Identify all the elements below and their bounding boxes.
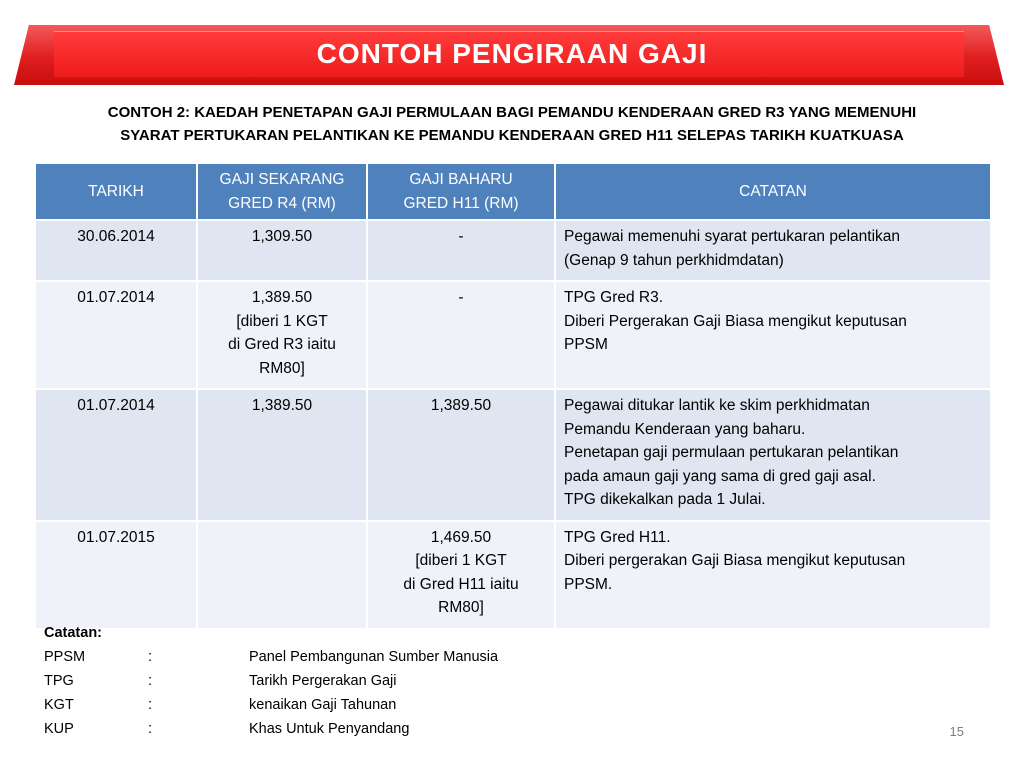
header-tarikh: TARIKH	[35, 163, 197, 220]
note-desc: Panel Pembangunan Sumber Manusia	[249, 649, 499, 665]
salary-table	[34, 162, 992, 630]
note-item	[44, 669, 604, 693]
table-row	[35, 389, 991, 521]
note-item	[44, 645, 604, 669]
table-row	[35, 521, 991, 629]
cell-catatan: Pegawai ditukar lantik ke skim perkhidmatan Pemandu Kenderaan yang baharu. Penetapan gaji permulaan pertukaran pelantikan pada amaun gaji yang sama di gred gaji asal. TPG dikekalkan pada 1 Julai.	[555, 389, 991, 521]
note-abbr: PPSM	[44, 649, 86, 665]
cell-catatan: Pegawai memenuhi syarat pertukaran pelantikan (Genap 9 tahun perkhidmdatan)	[555, 220, 991, 281]
page-number: 15	[949, 724, 964, 739]
note-item	[44, 693, 604, 717]
note-colon: :	[148, 697, 153, 713]
header-gaji-sekarang: GAJI SEKARANG GRED R4 (RM)	[197, 163, 367, 220]
note-colon: :	[148, 721, 153, 737]
note-abbr: KGT	[44, 697, 74, 713]
cell-tarikh: 01.07.2014	[35, 389, 197, 521]
table-row	[35, 220, 991, 281]
cell-tarikh: 01.07.2015	[35, 521, 197, 629]
cell-gaji-baharu: 1,469.50 [diberi 1 KGT di Gred H11 iaitu RM80]	[367, 521, 555, 629]
notes-title: Catatan:	[44, 625, 103, 641]
cell-gaji-baharu: -	[367, 281, 555, 389]
note-desc: Khas Untuk Penyandang	[249, 721, 410, 737]
note-abbr: KUP	[44, 721, 74, 737]
note-desc: kenaikan Gaji Tahunan	[249, 697, 397, 713]
note-item	[44, 717, 604, 741]
table-row	[35, 281, 991, 389]
cell-gaji-baharu: 1,389.50	[367, 389, 555, 521]
slide-subtitle	[40, 101, 984, 147]
cell-gaji-sekarang: 1,389.50	[197, 389, 367, 521]
cell-gaji-sekarang: 1,389.50 [diberi 1 KGT di Gred R3 iaitu RM80]	[197, 281, 367, 389]
subtitle-line-2: SYARAT PERTUKARAN PELANTIKAN KE PEMANDU KENDERAAN GRED H11 SELEPAS TARIKH KUATKUASA	[120, 127, 904, 144]
note-colon: :	[148, 673, 153, 689]
cell-gaji-sekarang	[197, 521, 367, 629]
note-colon: :	[148, 649, 153, 665]
cell-gaji-baharu: -	[367, 220, 555, 281]
cell-gaji-sekarang: 1,309.50	[197, 220, 367, 281]
cell-tarikh: 01.07.2014	[35, 281, 197, 389]
header-gaji-baharu: GAJI BAHARU GRED H11 (RM)	[367, 163, 555, 220]
cell-catatan: TPG Gred H11. Diberi pergerakan Gaji Biasa mengikut keputusan PPSM.	[555, 521, 991, 629]
note-desc: Tarikh Pergerakan Gaji	[249, 673, 397, 689]
slide-title: CONTOH PENGIRAAN GAJI	[316, 38, 708, 69]
header-catatan: CATATAN	[555, 163, 991, 220]
table-header-row	[35, 163, 991, 220]
subtitle-line-1: CONTOH 2: KAEDAH PENETAPAN GAJI PERMULAAN BAGI PEMANDU KENDERAAN GRED R3 YANG MEMENUHI	[107, 104, 917, 121]
notes-section	[44, 621, 604, 741]
cell-tarikh: 30.06.2014	[35, 220, 197, 281]
note-abbr: TPG	[44, 673, 74, 689]
cell-catatan: TPG Gred R3. Diberi Pergerakan Gaji Biasa mengikut keputusan PPSM	[555, 281, 991, 389]
